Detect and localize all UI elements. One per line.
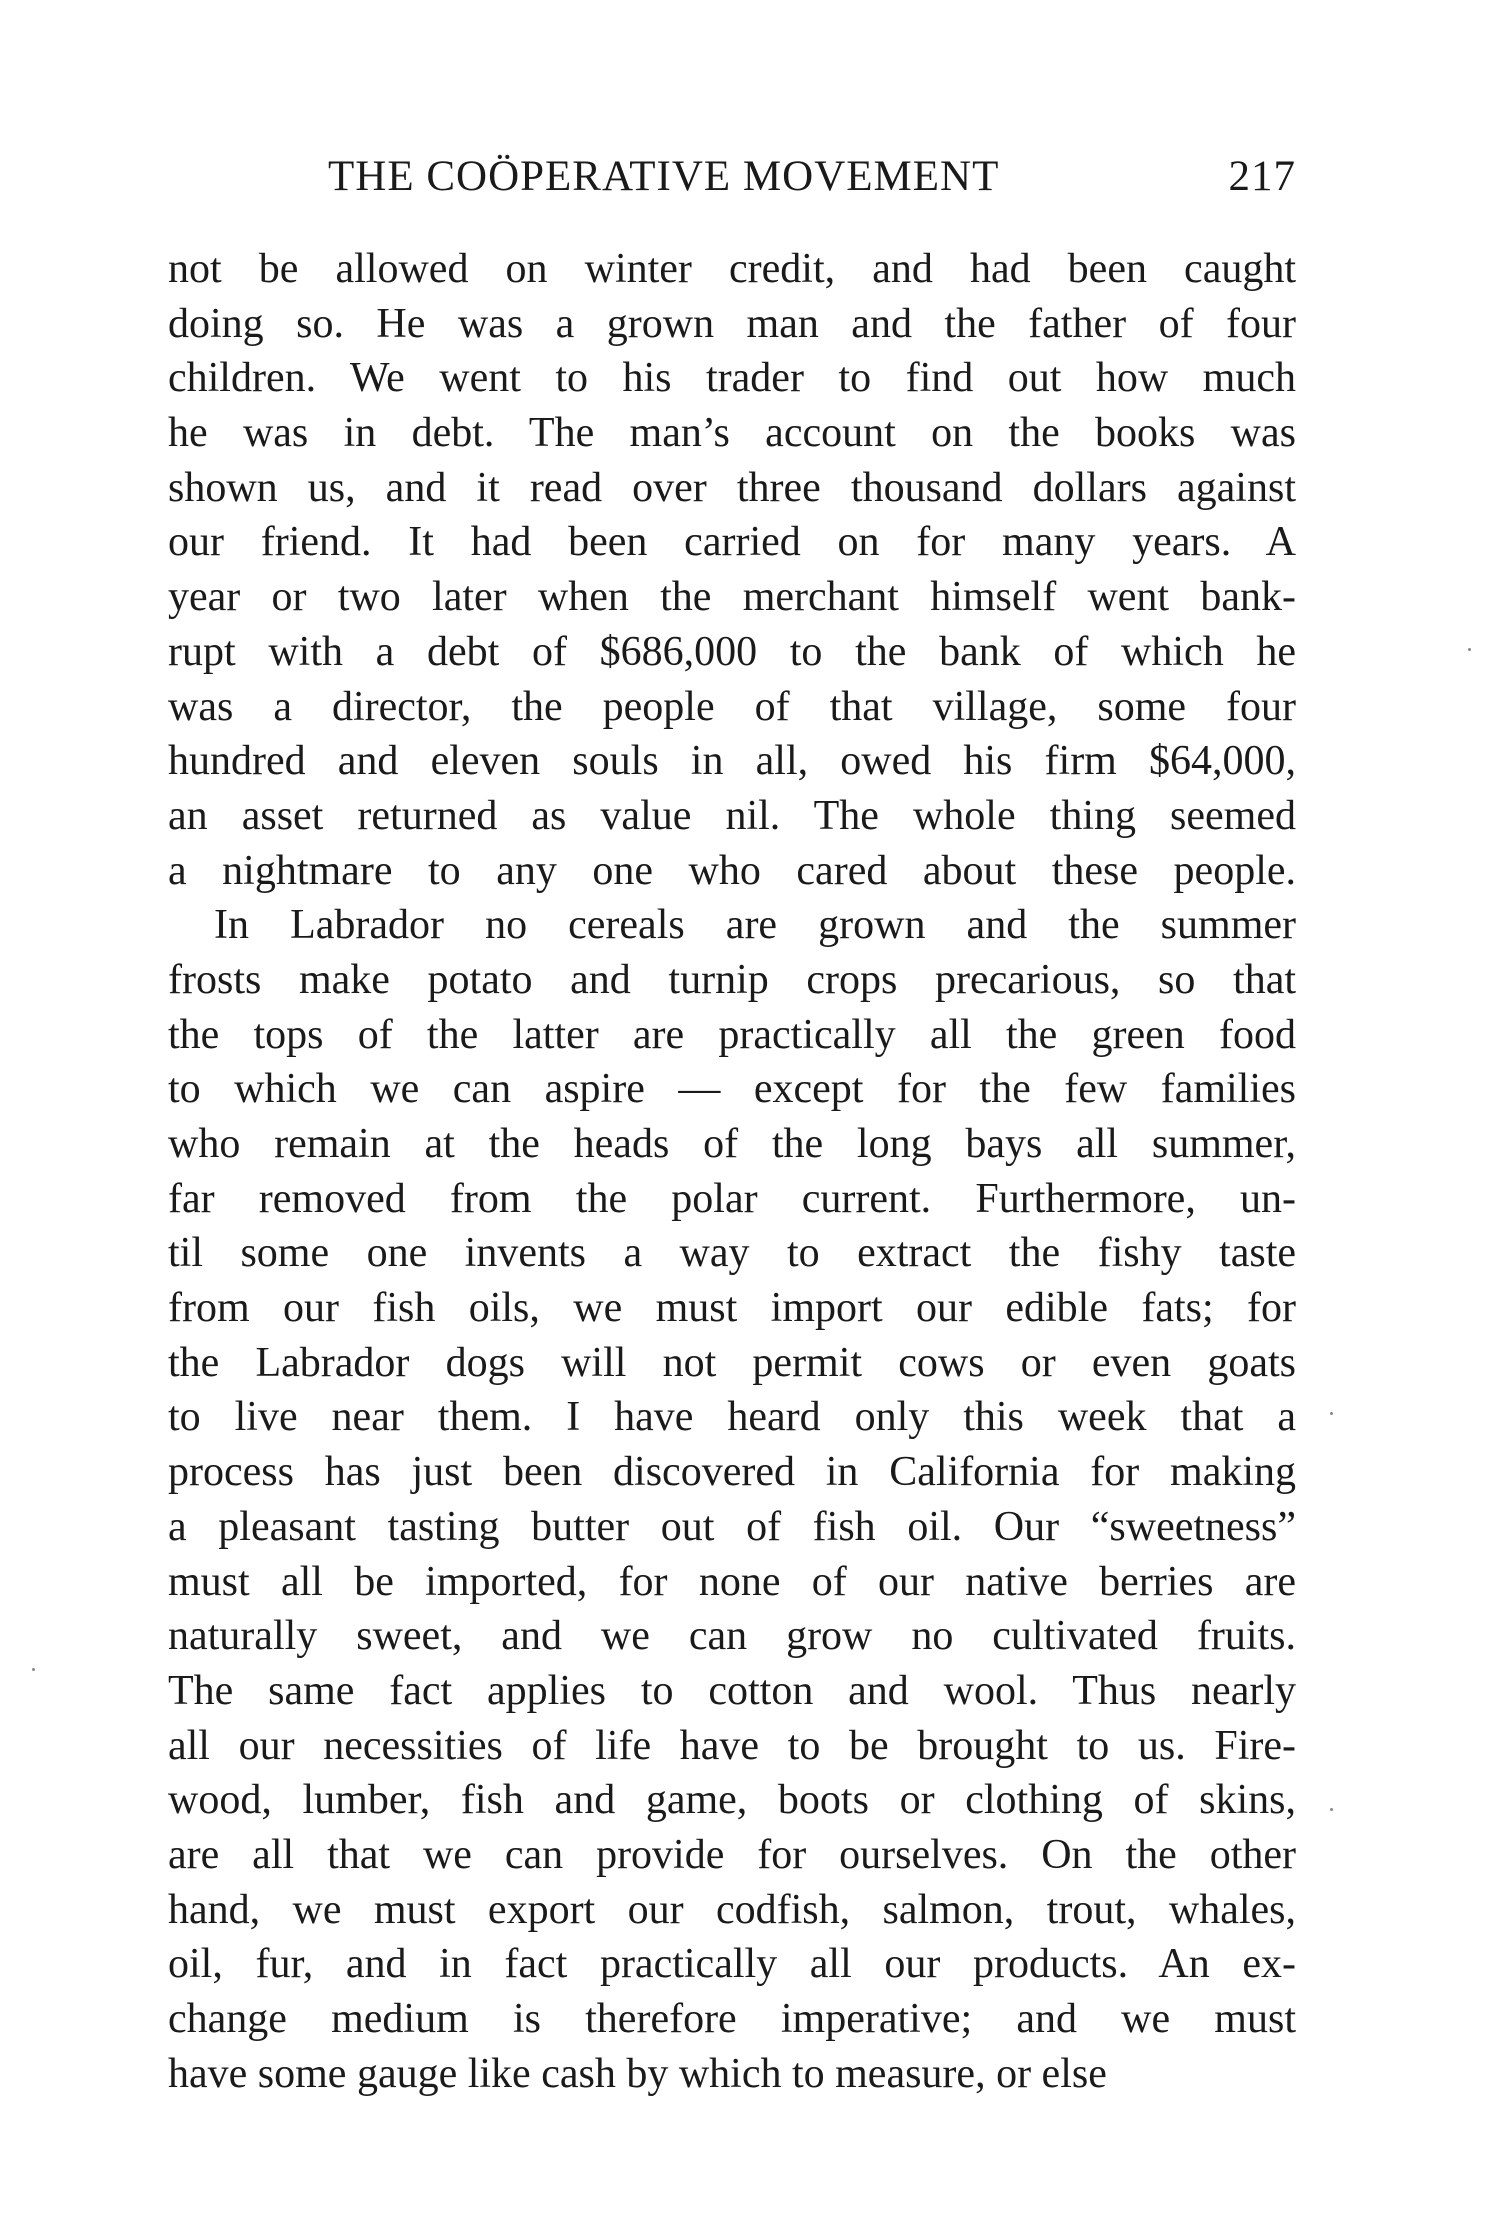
text-line: are all that we can provide for ourselves. On the other bbox=[168, 1831, 1296, 1878]
paper-speck bbox=[32, 1668, 35, 1671]
text-line: a nightmare to any one who cared about these people. bbox=[168, 847, 1296, 894]
running-head-title: THE COÖPERATIVE MOVEMENT bbox=[328, 153, 1000, 200]
paper-speck bbox=[1330, 1808, 1333, 1811]
text-line: not be allowed on winter credit, and had been caught bbox=[168, 246, 1296, 292]
text-line: hundred and eleven souls in all, owed his firm $64,000, bbox=[168, 738, 1296, 785]
text-line: an asset returned as value nil. The whole thing seemed bbox=[168, 792, 1296, 839]
text-line: far removed from the polar current. Furthermore, un- bbox=[168, 1175, 1296, 1222]
text-line: a pleasant tasting butter out of fish oil. Our “sweetness” bbox=[168, 1503, 1296, 1550]
text-line: naturally sweet, and we can grow no cultivated fruits. bbox=[168, 1613, 1296, 1660]
text-line: wood, lumber, fish and game, boots or clothing of skins, bbox=[168, 1777, 1296, 1824]
text-line: hand, we must export our codfish, salmon, trout, whales, bbox=[168, 1886, 1296, 1933]
text-line: he was in debt. The man’s account on the books was bbox=[168, 410, 1296, 457]
text-line: rupt with a debt of $686,000 to the bank of which he bbox=[168, 628, 1296, 675]
body-text bbox=[168, 242, 1296, 2101]
text-line: change medium is therefore imperative; and we must bbox=[168, 1996, 1296, 2042]
text-line: doing so. He was a grown man and the father of four bbox=[168, 300, 1296, 347]
text-line: to live near them. I have heard only this week that a bbox=[168, 1394, 1296, 1441]
text-line: process has just been discovered in California for making bbox=[168, 1449, 1296, 1496]
text-line: have some gauge like cash by which to measure, or else bbox=[168, 2050, 1107, 2097]
text-line: to which we can aspire — except for the few families bbox=[168, 1066, 1296, 1113]
text-line: year or two later when the merchant himself went bank- bbox=[168, 574, 1296, 621]
text-line: The same fact applies to cotton and wool. Thus nearly bbox=[168, 1667, 1296, 1714]
text-line: was a director, the people of that village, some four bbox=[168, 683, 1296, 730]
text-line: oil, fur, and in fact practically all our products. An ex- bbox=[168, 1941, 1296, 1988]
text-line: from our fish oils, we must import our edible fats; for bbox=[168, 1285, 1296, 1332]
text-line: children. We went to his trader to find out how much bbox=[168, 355, 1296, 402]
text-line: our friend. It had been carried on for many years. A bbox=[168, 519, 1296, 566]
text-line: the Labrador dogs will not permit cows or even goats bbox=[168, 1339, 1296, 1386]
text-line: In Labrador no cereals are grown and the summer bbox=[214, 902, 1296, 949]
text-line: who remain at the heads of the long bays all summer, bbox=[168, 1121, 1296, 1167]
text-line: the tops of the latter are practically all the green food bbox=[168, 1011, 1296, 1058]
paper-speck bbox=[1468, 648, 1471, 651]
text-line: all our necessities of life have to be brought to us. Fire- bbox=[168, 1722, 1296, 1769]
text-line: til some one invents a way to extract the fishy taste bbox=[168, 1230, 1296, 1277]
running-head bbox=[168, 152, 1296, 212]
text-line: must all be imported, for none of our native berries are bbox=[168, 1558, 1296, 1605]
paper-speck bbox=[1330, 1412, 1333, 1415]
page-number: 217 bbox=[1228, 153, 1296, 200]
text-line: frosts make potato and turnip crops precarious, so that bbox=[168, 956, 1296, 1003]
text-line: shown us, and it read over three thousand dollars against bbox=[168, 464, 1296, 511]
